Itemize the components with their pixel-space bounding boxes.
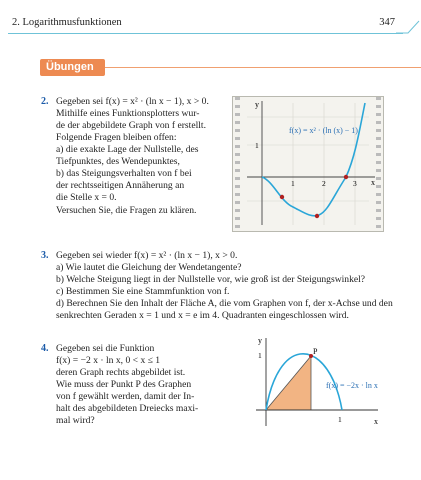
x-tick-label: 1: [338, 415, 342, 424]
exercise-4-line: Gegeben sei die Funktion: [56, 343, 155, 354]
x-tick-label: 2: [322, 179, 326, 188]
exercise-4-line: halt des abgebildeten Dreiecks maxi-: [56, 403, 199, 414]
y-axis-label: y: [258, 336, 262, 345]
graph-label: f(x) = x² · (ln (x) − 1): [289, 126, 358, 135]
exercise-2-line: Tiefpunktes, des Wendepunktes,: [56, 156, 180, 167]
exercise-2-line: Versuchen Sie, die Fragen zu klären.: [56, 205, 197, 216]
exercise-2-plot: [233, 97, 383, 231]
header-rule-tail: [396, 20, 420, 34]
exercise-2-line: Gegeben sei f(x) = x² · (ln x − 1), x > 0.: [56, 96, 209, 107]
exercise-3-line: c) Bestimmen Sie eine Stammfunktion von f.: [56, 286, 230, 297]
section-rule: [105, 67, 421, 68]
exercise-2-line: b) das Steigungsverhalten von f bei: [56, 168, 192, 179]
exercise-4-line: f(x) = −2 x · ln x, 0 < x ≤ 1: [56, 355, 161, 366]
exercise-4-graph: [238, 334, 388, 434]
exercise-3-number: 3.: [41, 250, 49, 261]
exercise-3-line: d) Berechnen Sie den Inhalt der Fläche A, die vom Graphen von f, der x-Achse und den: [56, 298, 393, 309]
exercise-4-line: deren Graph rechts abgebildet ist.: [56, 367, 186, 378]
y-axis-label: y: [255, 100, 259, 109]
exercise-3-line: b) Welche Steigung liegt in der Nullstelle vor, wie groß ist der Steigungswinkel?: [56, 274, 366, 285]
exercise-3-line: senkrechten Geraden x = 1 und x = e im 4. Quadranten eingeschlossen wird.: [56, 310, 349, 321]
x-tick-label: 1: [291, 179, 295, 188]
inflection-point: [280, 195, 284, 199]
exercise-4-line: Wie muss der Punkt P des Graphen: [56, 379, 192, 390]
page-number: 347: [379, 17, 395, 28]
y-tick-label: 1: [258, 351, 262, 360]
graph-label: f(x) = −2x · ln x: [326, 381, 378, 390]
exercise-2-graph: [232, 96, 384, 232]
x-tick-label: 3: [353, 179, 357, 188]
x-axis-label: x: [374, 417, 378, 426]
exercise-2-line: Mithilfe eines Funktionsplotters wur-: [56, 108, 200, 119]
x-axis-label: x: [371, 178, 375, 187]
function-curve: [262, 103, 365, 216]
exercise-4-number: 4.: [41, 343, 49, 354]
y-tick-label: 1: [255, 141, 259, 150]
point-p-label: P: [313, 347, 318, 356]
chapter-title: 2. Logarithmusfunktionen: [12, 17, 122, 28]
exercise-3-line: a) Wie lautet die Gleichung der Wendetangente?: [56, 262, 242, 273]
section-title: Übungen: [40, 59, 105, 76]
exercise-2-line: die Stelle x = 0.: [56, 192, 117, 203]
exercise-2-line: Folgende Fragen bleiben offen:: [56, 132, 177, 143]
exercise-4-line: mal wird?: [56, 415, 95, 426]
exercise-2-number: 2.: [41, 96, 49, 107]
header-rule: [8, 33, 403, 34]
exercise-2-line: de der abgebildete Graph von f erstellt.: [56, 120, 206, 131]
exercise-2-line: a) die exakte Lage der Nullstelle, des: [56, 144, 199, 155]
exercise-3-line: Gegeben sei wieder f(x) = x² · (ln x − 1), x > 0.: [56, 250, 238, 261]
zero-point: [344, 175, 348, 179]
minimum-point: [315, 214, 319, 218]
exercise-2-line: der rechtsseitigen Annäherung an: [56, 180, 185, 191]
exercise-4-line: von f gewählt werden, damit der In-: [56, 391, 195, 402]
